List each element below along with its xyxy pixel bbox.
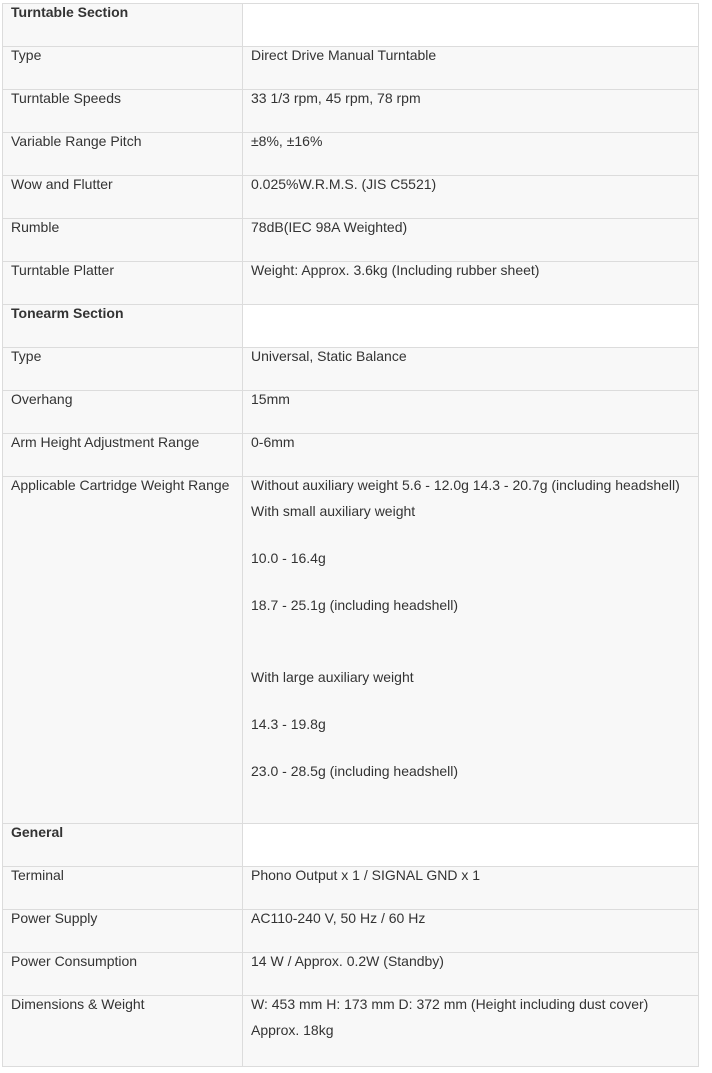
- value-line: W: 453 mm H: 173 mm D: 372 mm (Height including dust cover): [251, 996, 649, 1012]
- value-line: Approx. 18kg: [251, 1022, 334, 1038]
- value-line: 14.3 - 19.8g: [251, 716, 326, 732]
- section-empty-cell: [243, 824, 699, 867]
- spec-value: AC110-240 V, 50 Hz / 60 Hz: [243, 910, 699, 953]
- table-row: [3, 867, 699, 910]
- spec-label: Type: [3, 47, 243, 90]
- spec-label: Applicable Cartridge Weight Range: [3, 477, 243, 824]
- section-heading: Tonearm Section: [3, 305, 243, 348]
- value-line: 10.0 - 16.4g: [251, 550, 326, 566]
- table-row: [3, 953, 699, 996]
- value-line: 23.0 - 28.5g (including headshell): [251, 763, 459, 779]
- spec-table: [2, 3, 699, 1067]
- table-row: [3, 910, 699, 953]
- table-row: [3, 348, 699, 391]
- spec-value: Phono Output x 1 / SIGNAL GND x 1: [243, 867, 699, 910]
- spec-label: Dimensions & Weight: [3, 996, 243, 1067]
- spec-label: Type: [3, 348, 243, 391]
- section-header-tonearm: [3, 305, 699, 348]
- section-heading: General: [3, 824, 243, 867]
- spec-value: ±8%, ±16%: [243, 133, 699, 176]
- section-empty-cell: [243, 305, 699, 348]
- spec-label: Turntable Platter: [3, 262, 243, 305]
- spec-label: Terminal: [3, 867, 243, 910]
- table-row: [3, 262, 699, 305]
- table-row: [3, 133, 699, 176]
- value-line: 18.7 - 25.1g (including headshell): [251, 597, 459, 613]
- table-row: [3, 176, 699, 219]
- value-line: Without auxiliary weight 5.6 - 12.0g 14.3 - 20.7g (including headshell): [251, 477, 680, 493]
- value-line: With large auxiliary weight: [251, 669, 414, 685]
- spec-label: Turntable Speeds: [3, 90, 243, 133]
- spec-value: 0-6mm: [243, 434, 699, 477]
- table-row: [3, 90, 699, 133]
- value-line: With small auxiliary weight: [251, 503, 416, 519]
- spec-label: Power Consumption: [3, 953, 243, 996]
- spec-value: 33 1/3 rpm, 45 rpm, 78 rpm: [243, 90, 699, 133]
- section-header-general: [3, 824, 699, 867]
- table-row: [3, 391, 699, 434]
- spec-label: Wow and Flutter: [3, 176, 243, 219]
- spec-label: Arm Height Adjustment Range: [3, 434, 243, 477]
- spec-value-multiline: [243, 477, 699, 824]
- section-empty-cell: [243, 4, 699, 47]
- spec-label: Overhang: [3, 391, 243, 434]
- table-row: [3, 219, 699, 262]
- spec-label: Power Supply: [3, 910, 243, 953]
- spec-value: Weight: Approx. 3.6kg (Including rubber sheet): [243, 262, 699, 305]
- spec-value: 14 W / Approx. 0.2W (Standby): [243, 953, 699, 996]
- spec-value: 15mm: [243, 391, 699, 434]
- spec-value-multiline: [243, 996, 699, 1067]
- spec-value: Universal, Static Balance: [243, 348, 699, 391]
- spec-label: Variable Range Pitch: [3, 133, 243, 176]
- spec-label: Rumble: [3, 219, 243, 262]
- spec-value: 78dB(IEC 98A Weighted): [243, 219, 699, 262]
- table-row-dimensions: [3, 996, 699, 1067]
- table-row: [3, 434, 699, 477]
- table-row: [3, 47, 699, 90]
- table-row-cartridge-weight: [3, 477, 699, 824]
- spec-value: Direct Drive Manual Turntable: [243, 47, 699, 90]
- spec-value: 0.025%W.R.M.S. (JIS C5521): [243, 176, 699, 219]
- section-header-turntable: [3, 4, 699, 47]
- section-heading: Turntable Section: [3, 4, 243, 47]
